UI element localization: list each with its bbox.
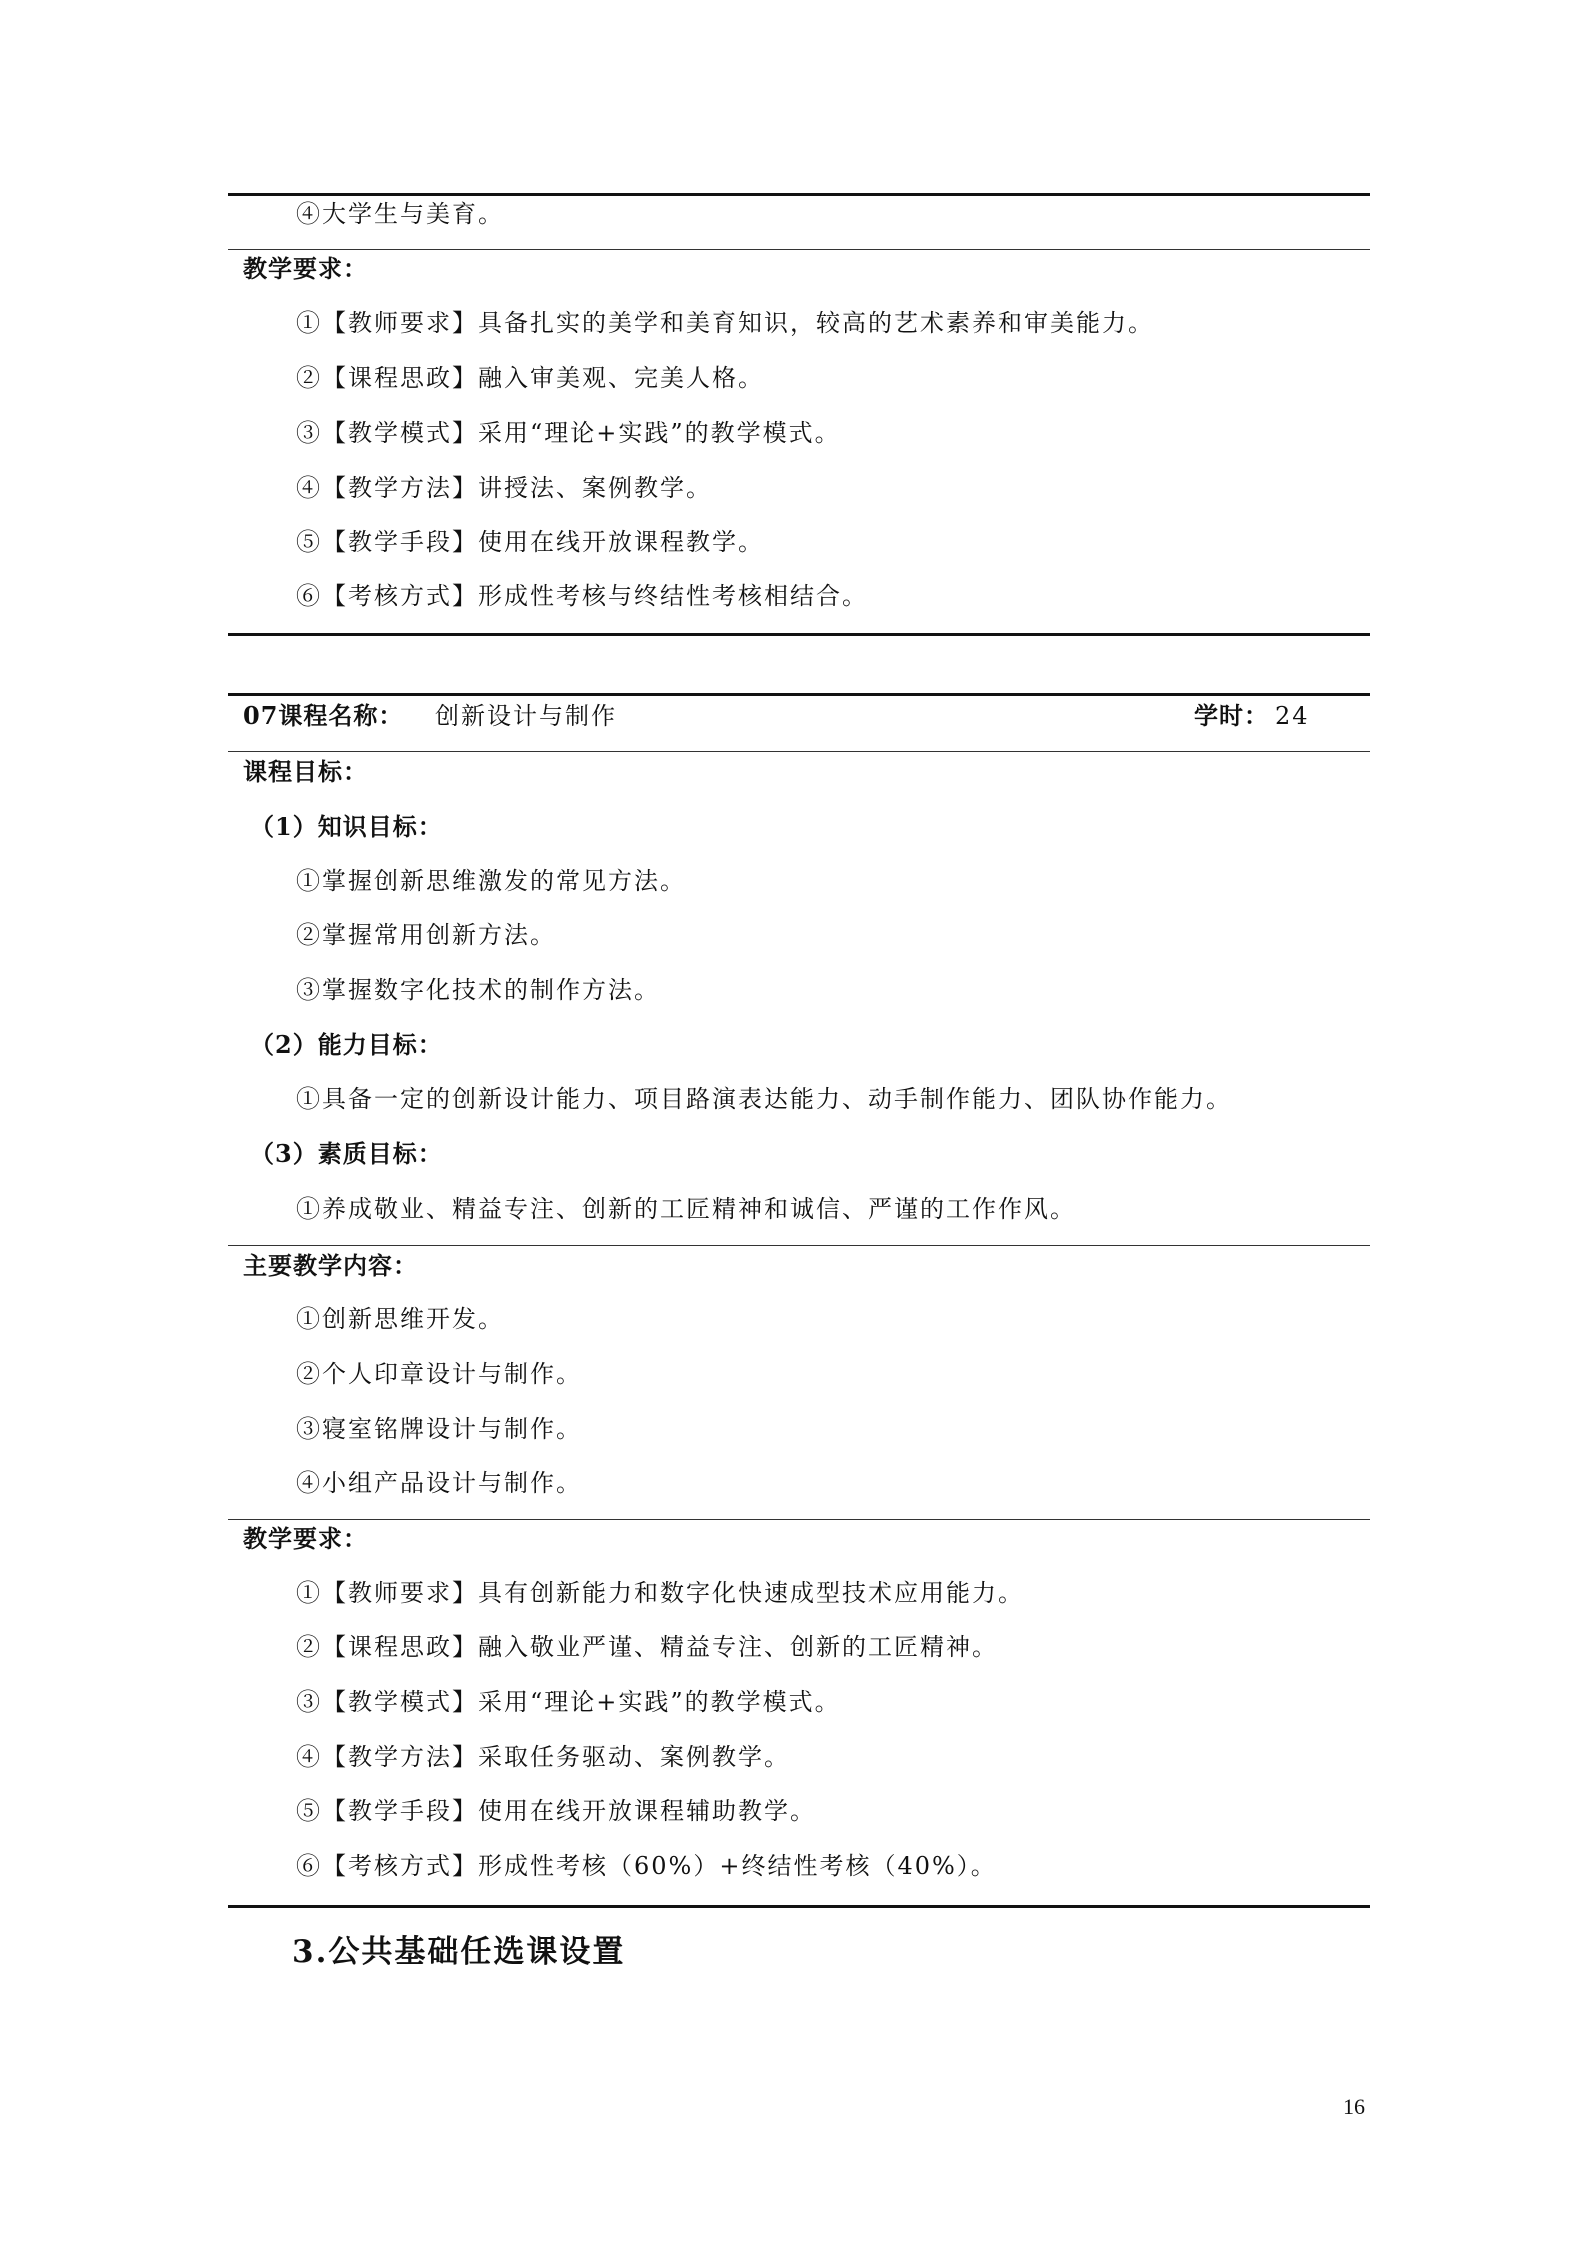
quality-item-1: ①养成敬业、精益专注、创新的工匠精神和诚信、严谨的工作作风。 — [296, 1195, 1076, 1223]
knowledge-item-1: ①掌握创新思维激发的常见方法。 — [296, 867, 686, 895]
section-title: 3.公共基础任选课设置 — [292, 1934, 626, 1970]
requirements-label: 教学要求： — [243, 1524, 368, 1553]
course-end-rule — [228, 1905, 1370, 1908]
requirement-3: ③【教学模式】采用“理论+实践”的教学模式。 — [296, 1688, 841, 1716]
course-header-rule — [228, 751, 1370, 752]
course-hours-label: 学时： — [1194, 701, 1269, 730]
prev-requirement-2: ②【课程思政】融入审美观、完美人格。 — [296, 364, 764, 392]
knowledge-label: （1）知识目标： — [250, 812, 443, 841]
requirement-1: ①【教师要求】具有创新能力和数字化快速成型技术应用能力。 — [296, 1579, 1024, 1607]
goals-label: 课程目标： — [243, 757, 368, 786]
prev-end-rule — [228, 633, 1370, 636]
prev-requirement-4: ④【教学方法】讲授法、案例教学。 — [296, 474, 712, 502]
top-rule — [228, 193, 1370, 196]
knowledge-item-3: ③掌握数字化技术的制作方法。 — [296, 976, 660, 1004]
prev-requirements-label: 教学要求： — [243, 254, 368, 283]
prev-requirement-6: ⑥【考核方式】形成性考核与终结性考核相结合。 — [296, 582, 868, 610]
prev-requirement-3: ③【教学模式】采用“理论+实践”的教学模式。 — [296, 419, 841, 447]
page-number: 16 — [1343, 2094, 1365, 2119]
ability-item-1: ①具备一定的创新设计能力、项目路演表达能力、动手制作能力、团队协作能力。 — [296, 1085, 1232, 1113]
course-hours: 24 — [1275, 702, 1310, 730]
requirement-5: ⑤【教学手段】使用在线开放课程辅助教学。 — [296, 1797, 816, 1825]
course-name: 创新设计与制作 — [435, 702, 617, 730]
prev-requirement-5: ⑤【教学手段】使用在线开放课程教学。 — [296, 528, 764, 556]
course-name-label: 07课程名称： — [243, 701, 404, 730]
requirement-2: ②【课程思政】融入敬业严谨、精益专注、创新的工匠精神。 — [296, 1633, 998, 1661]
course-top-rule — [228, 693, 1370, 696]
content-rule — [228, 1245, 1370, 1246]
prev-content-item: ④大学生与美育。 — [296, 200, 504, 228]
content-item-1: ①创新思维开发。 — [296, 1305, 504, 1333]
prev-requirements-rule — [228, 249, 1370, 250]
prev-requirement-1: ①【教师要求】具备扎实的美学和美育知识，较高的艺术素养和审美能力。 — [296, 309, 1154, 337]
content-item-2: ②个人印章设计与制作。 — [296, 1360, 582, 1388]
knowledge-item-2: ②掌握常用创新方法。 — [296, 921, 556, 949]
content-item-4: ④小组产品设计与制作。 — [296, 1469, 582, 1497]
quality-label: （3）素质目标： — [250, 1139, 443, 1168]
requirement-6: ⑥【考核方式】形成性考核（60%）+终结性考核（40%）。 — [296, 1852, 997, 1880]
requirements-rule — [228, 1519, 1370, 1520]
content-item-3: ③寝室铭牌设计与制作。 — [296, 1415, 582, 1443]
ability-label: （2）能力目标： — [250, 1030, 443, 1059]
content-label: 主要教学内容： — [243, 1251, 418, 1280]
requirement-4: ④【教学方法】采取任务驱动、案例教学。 — [296, 1743, 790, 1771]
